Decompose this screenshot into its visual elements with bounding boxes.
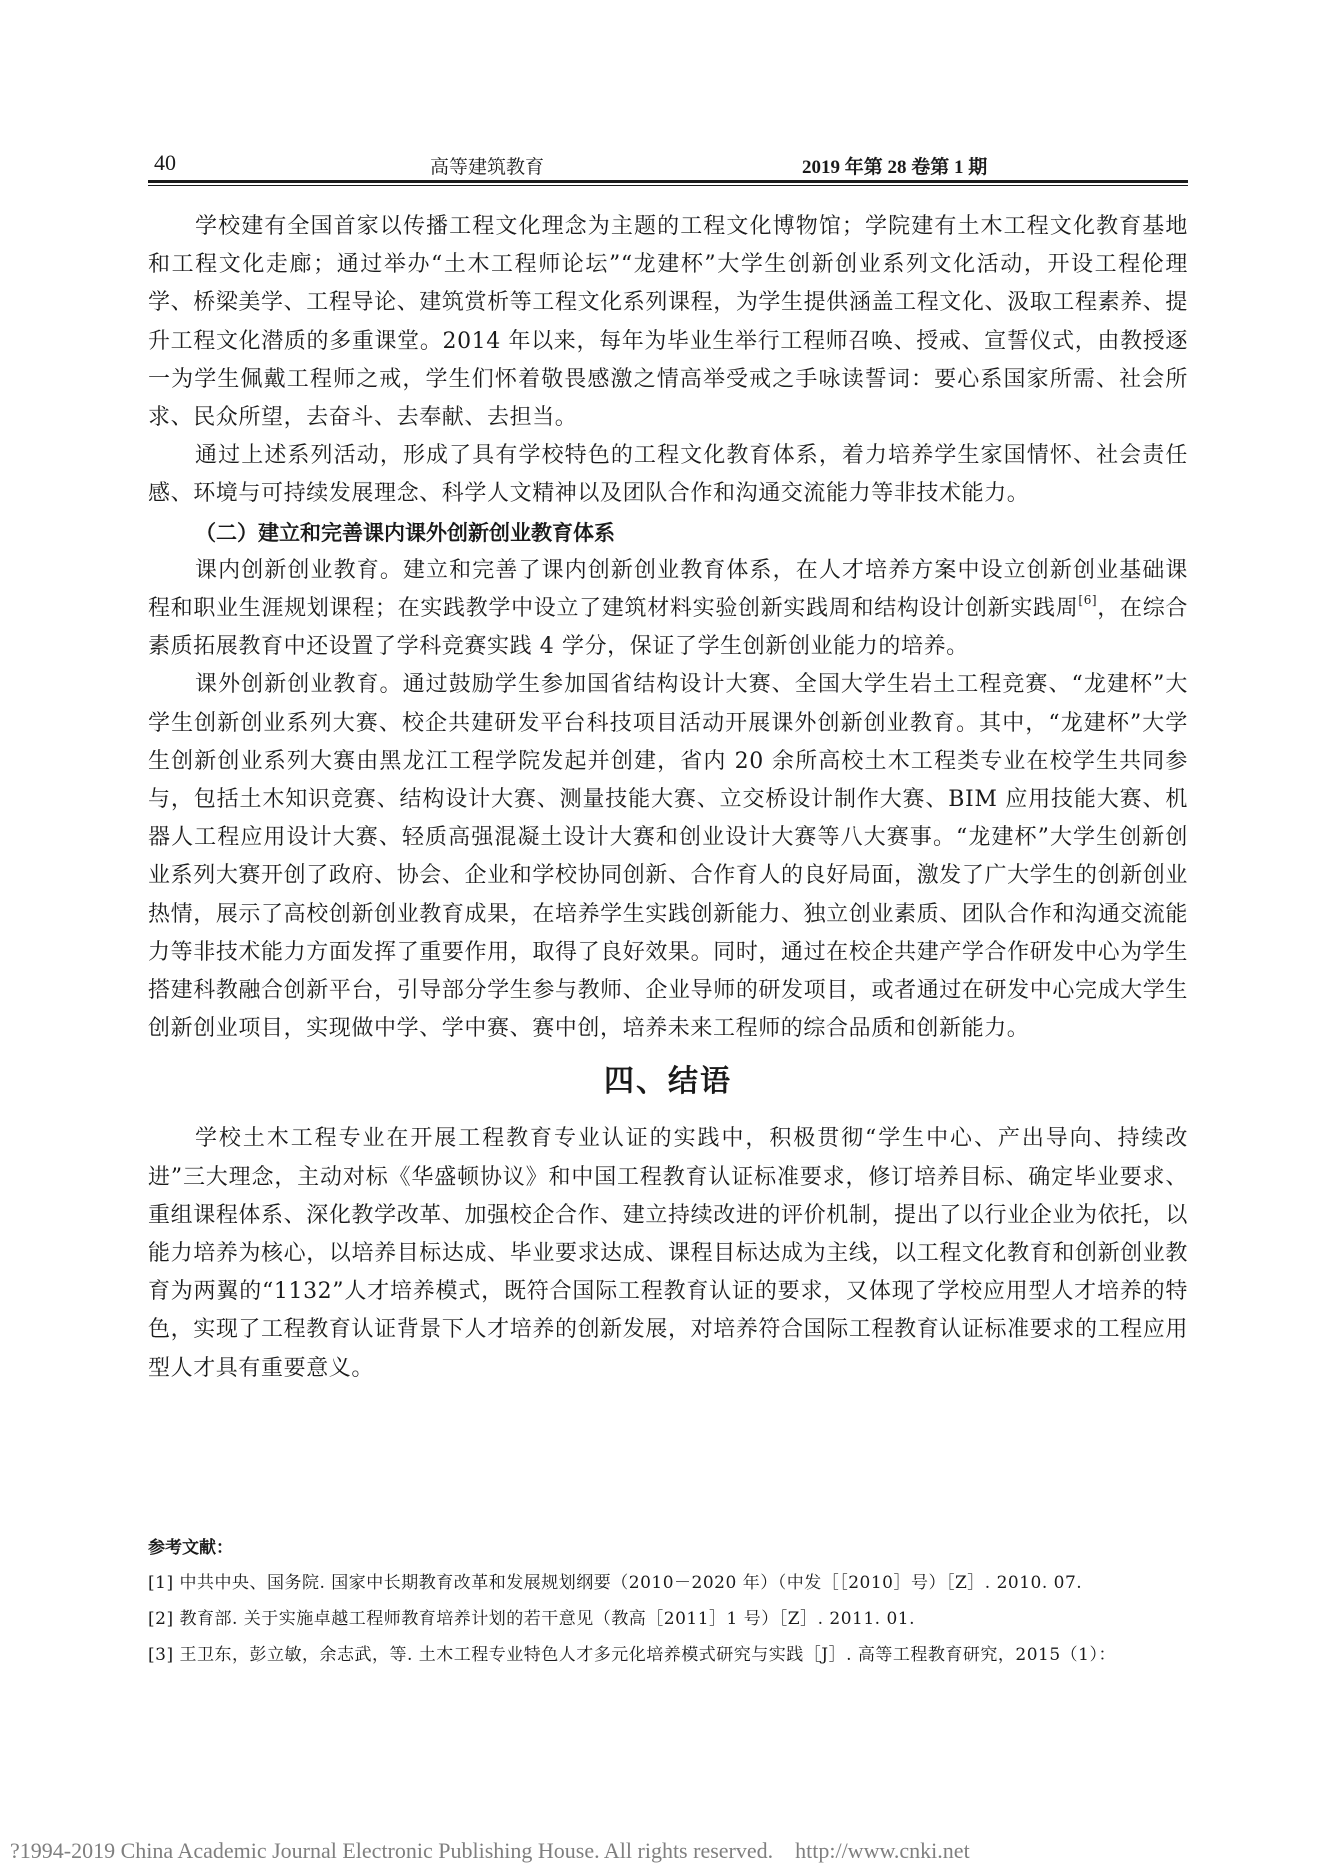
citation-6[interactable]: [6] <box>1078 593 1098 608</box>
references <box>148 1533 1188 1680</box>
paragraph-text: 课内创新创业教育。建立和完善了课内创新创业教育体系，在人才培养方案中设立创新创业基础课程和职业生涯规划课程；在实践教学中设立了建筑材料实验创新实践周和结构设计创新实践周 <box>148 557 1188 622</box>
paragraph-in-class-innovation <box>148 552 1188 667</box>
journal-issue: 2019 年第 28 卷第 1 期 <box>802 157 988 178</box>
header-rule-thin <box>148 185 1188 186</box>
article-body <box>148 208 1188 1388</box>
reference-item: [1] 中共中央、国务院. 国家中长期教育改革和发展规划纲要（2010－2020 年）（中发［［2010］号）［Z］. 2010. 07. <box>148 1573 1083 1593</box>
paragraph-extracurricular-innovation: 课外创新创业教育。通过鼓励学生参加国省结构设计大赛、全国大学生岩土工程竞赛、“龙建杯”大学生创新创业系列大赛、校企共建研发平台科技项目活动开展课外创新创业教育。其中，“龙建杯”大学生创新创业系列大赛由黑龙江工程学院发起并创建，省内 20 余所高校土木工程类专业在校学生共同参与，包括土木知识竞赛、结构设计大赛、测量技能大赛、立交桥设计制作大赛、BIM 应用技能大赛、机器人工程应用设计大赛、轻质高强混凝土设计大赛和创业设计大赛等八大赛事。“龙建杯”大学生创新创业系列大赛开创了政府、协会、企业和学校协同创新、合作育人的良好局面，激发了广大学生的创新创业热情，展示了高校创新创业教育成果，在培养学生实践创新能力、独立创业素质、团队合作和沟通交流能力等非技术能力方面发挥了重要作用，取得了良好效果。同时，通过在校企共建产学合作研发中心为学生搭建科教融合创新平台，引导部分学生参与教师、企业导师的研发项目，或者通过在研发中心完成大学生创新创业项目，实现做中学、学中赛、赛中创，培养未来工程师的综合品质和创新能力。 <box>148 672 1188 1042</box>
cnki-url[interactable]: http://www.cnki.net <box>795 1838 970 1863</box>
references-title: 参考文献： <box>148 1538 233 1558</box>
journal-name: 高等建筑教育 <box>430 157 545 178</box>
watermark-footer <box>10 1838 1323 1864</box>
subsection-heading: （二）建立和完善课内课外创新创业教育体系 <box>195 520 615 545</box>
page-number: 40 <box>154 150 176 175</box>
running-header <box>148 150 1188 180</box>
paragraph-culture-system: 通过上述系列活动，形成了具有学校特色的工程文化教育体系，着力培养学生家国情怀、社会责任感、环境与可持续发展理念、科学人文精神以及团队合作和沟通交流能力等非技术能力。 <box>148 443 1188 507</box>
paragraph-text: ，在综合素质拓展教育中还设置了学科竞赛实践 4 学分，保证了学生创新创业能力的培养。 <box>148 596 1188 660</box>
header-rule-thick <box>148 180 1188 183</box>
section-title-conclusion: 四、结语 <box>604 1064 732 1100</box>
reference-item: [2] 教育部. 关于实施卓越工程师教育培养计划的若干意见（教高［2011］1 号）［Z］. 2011. 01. <box>148 1609 916 1629</box>
reference-item: [3] 王卫东，彭立敏，余志武，等. 土木工程专业特色人才多元化培养模式研究与实践［J］. 高等工程教育研究，2015（1）： <box>148 1645 1116 1665</box>
paragraph-conclusion: 学校土木工程专业在开展工程教育专业认证的实践中，积极贯彻“学生中心、产出导向、持续改进”三大理念，主动对标《华盛顿协议》和中国工程教育认证标准要求，修订培养目标、确定毕业要求、重组课程体系、深化教学改革、加强校企合作、建立持续改进的评价机制，提出了以行业企业为依托，以能力培养为核心，以培养目标达成、毕业要求达成、课程目标达成为主线，以工程文化教育和创新创业教育为两翼的“1132”人才培养模式，既符合国际工程教育认证的要求，又体现了学校应用型人才培养的特色，实现了工程教育认证背景下人才培养的创新发展，对培养符合国际工程教育认证标准要求的工程应用型人才具有重要意义。 <box>148 1126 1188 1381</box>
copyright-notice: ?1994-2019 China Academic Journal Electronic Publishing House. All rights reserved. <box>10 1838 774 1863</box>
paragraph-engineering-culture: 学校建有全国首家以传播工程文化理念为主题的工程文化博物馆；学院建有土木工程文化教育基地和工程文化走廊；通过举办“土木工程师论坛”“龙建杯”大学生创新创业系列文化活动，开设工程伦理学、桥梁美学、工程导论、建筑赏析等工程文化系列课程，为学生提供涵盖工程文化、汲取工程素养、提升工程文化潜质的多重课堂。2014 年以来，每年为毕业生举行工程师召唤、授戒、宣誓仪式，由教授逐一为学生佩戴工程师之戒，学生们怀着敬畏感激之情高举受戒之手咏读誓词：要心系国家所需、社会所求、民众所望，去奋斗、去奉献、去担当。 <box>148 214 1188 431</box>
